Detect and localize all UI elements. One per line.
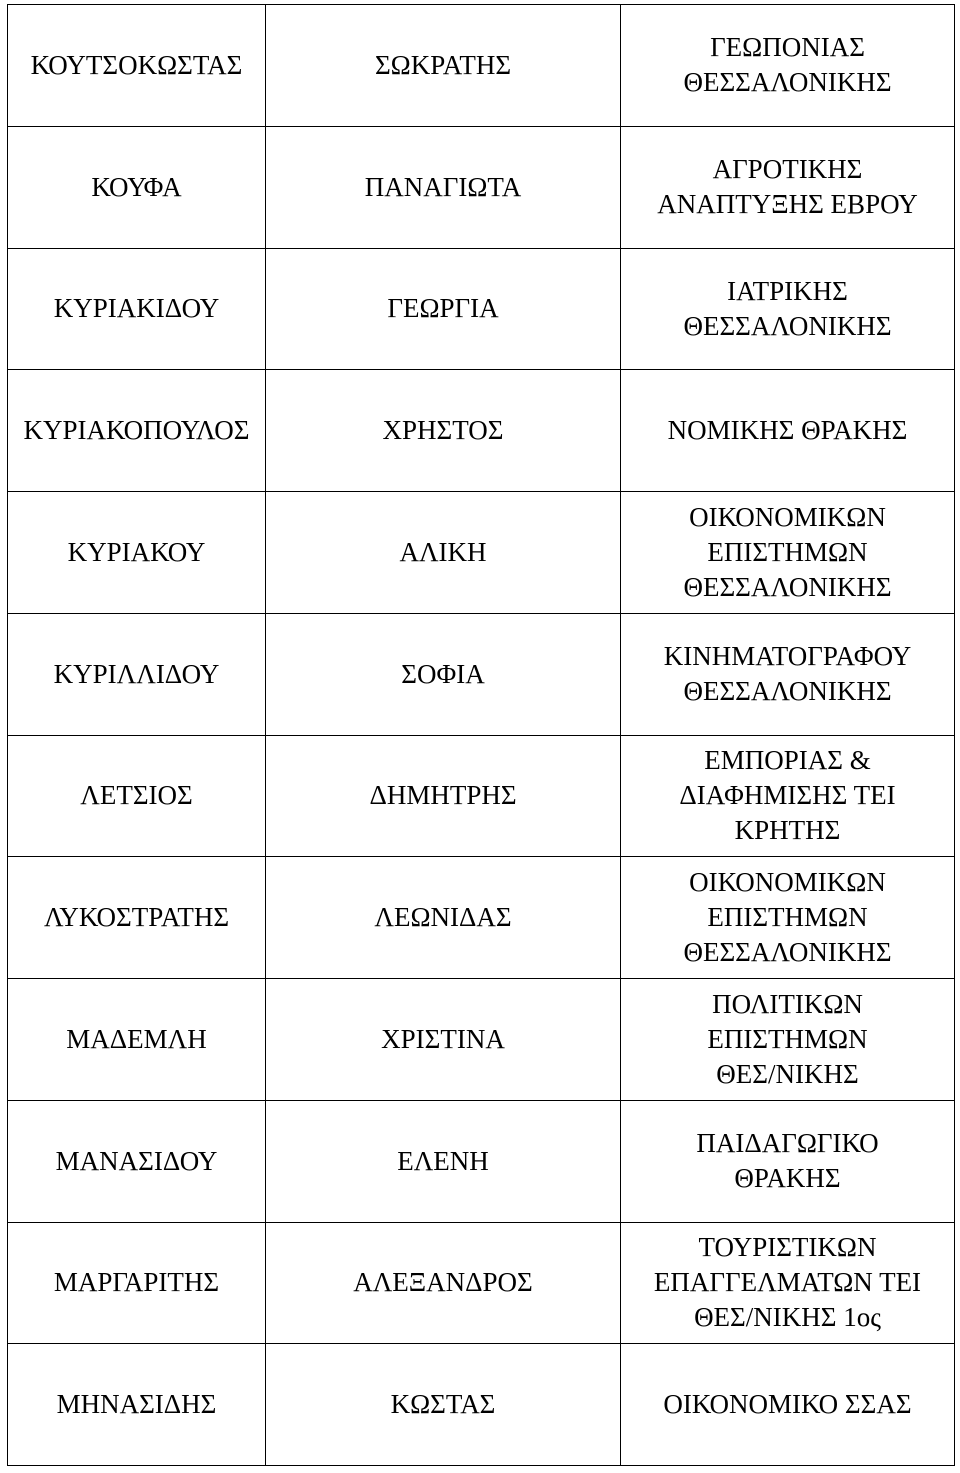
table-row [8,370,955,492]
table-row [8,248,955,370]
firstname-cell: ΚΩΣΤΑΣ [266,1344,621,1466]
table-row [8,979,955,1101]
firstname-cell: ΑΛΙΚΗ [266,492,621,614]
table-row [8,1344,955,1466]
firstname-cell: ΛΕΩΝΙΔΑΣ [266,857,621,979]
firstname-cell: ΓΕΩΡΓΙΑ [266,248,621,370]
surname-cell: ΜΑΝΑΣΙΔΟΥ [8,1100,266,1222]
department-cell: ΓΕΩΠΟΝΙΑΣ ΘΕΣΣΑΛΟΝΙΚΗΣ [621,5,955,127]
roster-table [7,4,955,1466]
roster-body [8,5,955,1466]
table-row [8,613,955,735]
surname-cell: ΛΕΤΣΙΟΣ [8,735,266,857]
surname-cell: ΚΥΡΙΑΚΙΔΟΥ [8,248,266,370]
firstname-cell: ΣΟΦΙΑ [266,613,621,735]
surname-cell: ΜΑΔΕΜΛΗ [8,979,266,1101]
firstname-cell: ΧΡΗΣΤΟΣ [266,370,621,492]
firstname-cell: ΔΗΜΗΤΡΗΣ [266,735,621,857]
firstname-cell: ΧΡΙΣΤΙΝΑ [266,979,621,1101]
firstname-cell: ΣΩΚΡΑΤΗΣ [266,5,621,127]
department-cell: ΕΜΠΟΡΙΑΣ & ΔΙΑΦΗΜΙΣΗΣ ΤΕΙ ΚΡΗΤΗΣ [621,735,955,857]
department-cell: ΑΓΡΟΤΙΚΗΣ ΑΝΑΠΤΥΞΗΣ ΕΒΡΟΥ [621,126,955,248]
department-cell: ΠΟΛΙΤΙΚΩΝ ΕΠΙΣΤΗΜΩΝ ΘΕΣ/ΝΙΚΗΣ [621,979,955,1101]
table-row [8,857,955,979]
surname-cell: ΚΥΡΙΑΚΟΥ [8,492,266,614]
department-cell: ΤΟΥΡΙΣΤΙΚΩΝ ΕΠΑΓΓΕΛΜΑΤΩΝ ΤΕΙ ΘΕΣ/ΝΙΚΗΣ 1ος [621,1222,955,1344]
surname-cell: ΜΗΝΑΣΙΔΗΣ [8,1344,266,1466]
surname-cell: ΚΥΡΙΑΚΟΠΟΥΛΟΣ [8,370,266,492]
surname-cell: ΛΥΚΟΣΤΡΑΤΗΣ [8,857,266,979]
table-row [8,126,955,248]
table-row [8,1222,955,1344]
department-cell: ΟΙΚΟΝΟΜΙΚΩΝ ΕΠΙΣΤΗΜΩΝ ΘΕΣΣΑΛΟΝΙΚΗΣ [621,857,955,979]
table-row [8,5,955,127]
firstname-cell: ΠΑΝΑΓΙΩΤΑ [266,126,621,248]
table-row [8,735,955,857]
department-cell: ΠΑΙΔΑΓΩΓΙΚΟ ΘΡΑΚΗΣ [621,1100,955,1222]
firstname-cell: ΑΛΕΞΑΝΔΡΟΣ [266,1222,621,1344]
surname-cell: ΚΟΥΦΑ [8,126,266,248]
firstname-cell: ΕΛΕΝΗ [266,1100,621,1222]
surname-cell: ΜΑΡΓΑΡΙΤΗΣ [8,1222,266,1344]
department-cell: ΝΟΜΙΚΗΣ ΘΡΑΚΗΣ [621,370,955,492]
department-cell: ΚΙΝΗΜΑΤΟΓΡΑΦΟΥ ΘΕΣΣΑΛΟΝΙΚΗΣ [621,613,955,735]
table-row [8,492,955,614]
department-cell: ΟΙΚΟΝΟΜΙΚΟ ΣΣΑΣ [621,1344,955,1466]
table-row [8,1100,955,1222]
department-cell: ΟΙΚΟΝΟΜΙΚΩΝ ΕΠΙΣΤΗΜΩΝ ΘΕΣΣΑΛΟΝΙΚΗΣ [621,492,955,614]
surname-cell: ΚΟΥΤΣΟΚΩΣΤΑΣ [8,5,266,127]
surname-cell: ΚΥΡΙΛΛΙΔΟΥ [8,613,266,735]
department-cell: ΙΑΤΡΙΚΗΣ ΘΕΣΣΑΛΟΝΙΚΗΣ [621,248,955,370]
